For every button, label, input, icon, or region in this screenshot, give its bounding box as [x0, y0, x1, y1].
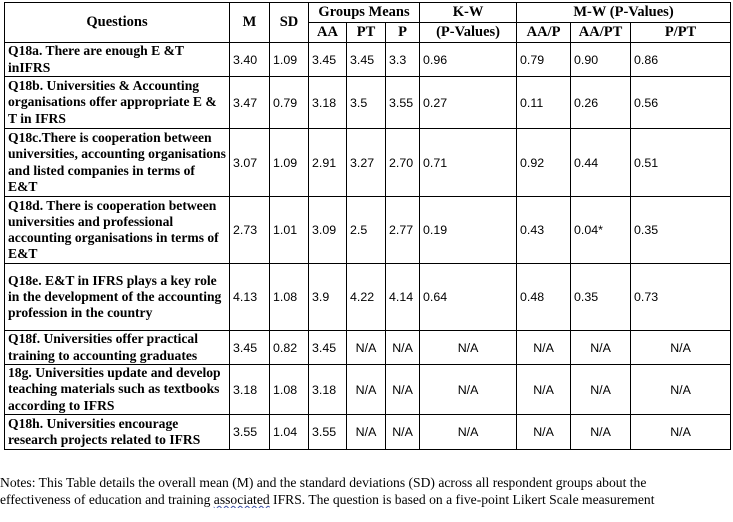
- kw-cell: 0.71: [420, 129, 517, 197]
- notes-line-2-end: IFRS. The question is based on a five-point Likert Scale measurement: [269, 492, 655, 507]
- pt-mean-cell: N/A: [347, 415, 386, 450]
- aa-p-cell: N/A: [517, 331, 571, 365]
- sd-cell: 1.09: [270, 129, 309, 197]
- header-aa-pt: AA/PT: [571, 23, 631, 43]
- aa-pt-cell: 0.44: [571, 129, 631, 197]
- aa-pt-cell: 0.35: [571, 264, 631, 331]
- aa-mean-cell: 3.45: [309, 331, 347, 365]
- aa-p-cell: 0.11: [517, 77, 571, 129]
- p-pt-cell: 0.56: [631, 77, 731, 129]
- kw-cell: 0.27: [420, 77, 517, 129]
- header-m: M: [230, 3, 270, 43]
- aa-pt-cell: N/A: [571, 331, 631, 365]
- table-notes: [0, 474, 733, 508]
- kw-cell: N/A: [420, 331, 517, 365]
- sd-cell: 0.82: [270, 331, 309, 365]
- aa-mean-cell: 3.18: [309, 77, 347, 129]
- p-mean-cell: N/A: [386, 365, 420, 415]
- mean-cell: 3.07: [230, 129, 270, 197]
- header-kw-sub: (P-Values): [420, 23, 517, 43]
- table-row: [5, 197, 731, 264]
- header-kw: K-W: [420, 3, 517, 23]
- aa-pt-cell: 0.04*: [571, 197, 631, 264]
- pt-mean-cell: 2.5: [347, 197, 386, 264]
- pt-mean-cell: 4.22: [347, 264, 386, 331]
- pt-mean-cell: 3.45: [347, 43, 386, 77]
- p-mean-cell: N/A: [386, 415, 420, 450]
- mean-cell: 3.55: [230, 415, 270, 450]
- question-cell: Q18b. Universities & Accounting organisations offer appropriate E & T in IFRS: [5, 77, 230, 129]
- header-aa: AA: [309, 23, 347, 43]
- header-aa-p: AA/P: [517, 23, 571, 43]
- header-mw: M-W (P-Values): [517, 3, 731, 23]
- mean-cell: 3.45: [230, 331, 270, 365]
- sd-cell: 1.08: [270, 365, 309, 415]
- pt-mean-cell: 3.27: [347, 129, 386, 197]
- pt-mean-cell: 3.5: [347, 77, 386, 129]
- pt-mean-cell: N/A: [347, 365, 386, 415]
- question-cell: Q18f. Universities offer practical training to accounting graduates: [5, 331, 230, 365]
- kw-cell: N/A: [420, 365, 517, 415]
- sd-cell: 0.79: [270, 77, 309, 129]
- p-mean-cell: 2.77: [386, 197, 420, 264]
- table-row: [5, 331, 731, 365]
- table-row: [5, 77, 731, 129]
- aa-mean-cell: 3.45: [309, 43, 347, 77]
- table-row: [5, 129, 731, 197]
- mean-cell: 4.13: [230, 264, 270, 331]
- kw-cell: 0.19: [420, 197, 517, 264]
- aa-p-cell: 0.43: [517, 197, 571, 264]
- p-mean-cell: 3.55: [386, 77, 420, 129]
- sd-cell: 1.08: [270, 264, 309, 331]
- p-mean-cell: 2.70: [386, 129, 420, 197]
- aa-mean-cell: 3.18: [309, 365, 347, 415]
- p-mean-cell: N/A: [386, 331, 420, 365]
- aa-mean-cell: 2.91: [309, 129, 347, 197]
- sd-cell: 1.01: [270, 197, 309, 264]
- aa-mean-cell: 3.09: [309, 197, 347, 264]
- question-cell: 18g. Universities update and develop teaching materials such as textbooks according to IFRS: [5, 365, 230, 415]
- aa-pt-cell: 0.90: [571, 43, 631, 77]
- question-cell: Q18c.There is cooperation between universities, accounting organisations and listed companies in terms of E&T: [5, 129, 230, 197]
- table-row: [5, 415, 731, 450]
- p-pt-cell: 0.73: [631, 264, 731, 331]
- kw-cell: N/A: [420, 415, 517, 450]
- kw-cell: 0.96: [420, 43, 517, 77]
- question-cell: Q18d. There is cooperation between universities and professional accounting organisations in terms of E&T: [5, 197, 230, 264]
- aa-p-cell: 0.92: [517, 129, 571, 197]
- p-pt-cell: 0.86: [631, 43, 731, 77]
- notes-line-2: [0, 491, 733, 508]
- aa-p-cell: 0.48: [517, 264, 571, 331]
- table-row: [5, 264, 731, 331]
- results-table: [4, 2, 731, 450]
- p-pt-cell: N/A: [631, 365, 731, 415]
- question-cell: Q18h. Universities encourage research projects related to IFRS: [5, 415, 230, 450]
- p-pt-cell: N/A: [631, 331, 731, 365]
- table-row: [5, 43, 731, 77]
- header-p: P: [386, 23, 420, 43]
- header-questions: Questions: [5, 3, 230, 43]
- notes-line-2-start: effectiveness of education and training: [0, 492, 214, 507]
- mean-cell: 2.73: [230, 197, 270, 264]
- header-sd: SD: [270, 3, 309, 43]
- p-mean-cell: 4.14: [386, 264, 420, 331]
- question-cell: Q18e. E&T in IFRS plays a key role in the development of the accounting profession in the country: [5, 264, 230, 331]
- sd-cell: 1.09: [270, 43, 309, 77]
- aa-p-cell: 0.79: [517, 43, 571, 77]
- p-mean-cell: 3.3: [386, 43, 420, 77]
- notes-line-1: Notes: This Table details the overall mean (M) and the standard deviations (SD) across all respondent groups about the: [0, 475, 647, 490]
- aa-mean-cell: 3.55: [309, 415, 347, 450]
- sd-cell: 1.04: [270, 415, 309, 450]
- aa-p-cell: N/A: [517, 415, 571, 450]
- pt-mean-cell: N/A: [347, 331, 386, 365]
- aa-pt-cell: N/A: [571, 415, 631, 450]
- header-p-pt: P/PT: [631, 23, 731, 43]
- p-pt-cell: N/A: [631, 415, 731, 450]
- header-groups-means: Groups Means: [309, 3, 420, 23]
- mean-cell: 3.47: [230, 77, 270, 129]
- mean-cell: 3.40: [230, 43, 270, 77]
- mean-cell: 3.18: [230, 365, 270, 415]
- aa-pt-cell: N/A: [571, 365, 631, 415]
- kw-cell: 0.64: [420, 264, 517, 331]
- aa-p-cell: N/A: [517, 365, 571, 415]
- question-cell: Q18a. There are enough E &T inIFRS: [5, 43, 230, 77]
- header-row-1: [5, 3, 731, 23]
- spelling-marked-word: associated: [213, 492, 270, 507]
- aa-pt-cell: 0.26: [571, 77, 631, 129]
- header-pt: PT: [347, 23, 386, 43]
- aa-mean-cell: 3.9: [309, 264, 347, 331]
- table-row: [5, 365, 731, 415]
- p-pt-cell: 0.35: [631, 197, 731, 264]
- p-pt-cell: 0.51: [631, 129, 731, 197]
